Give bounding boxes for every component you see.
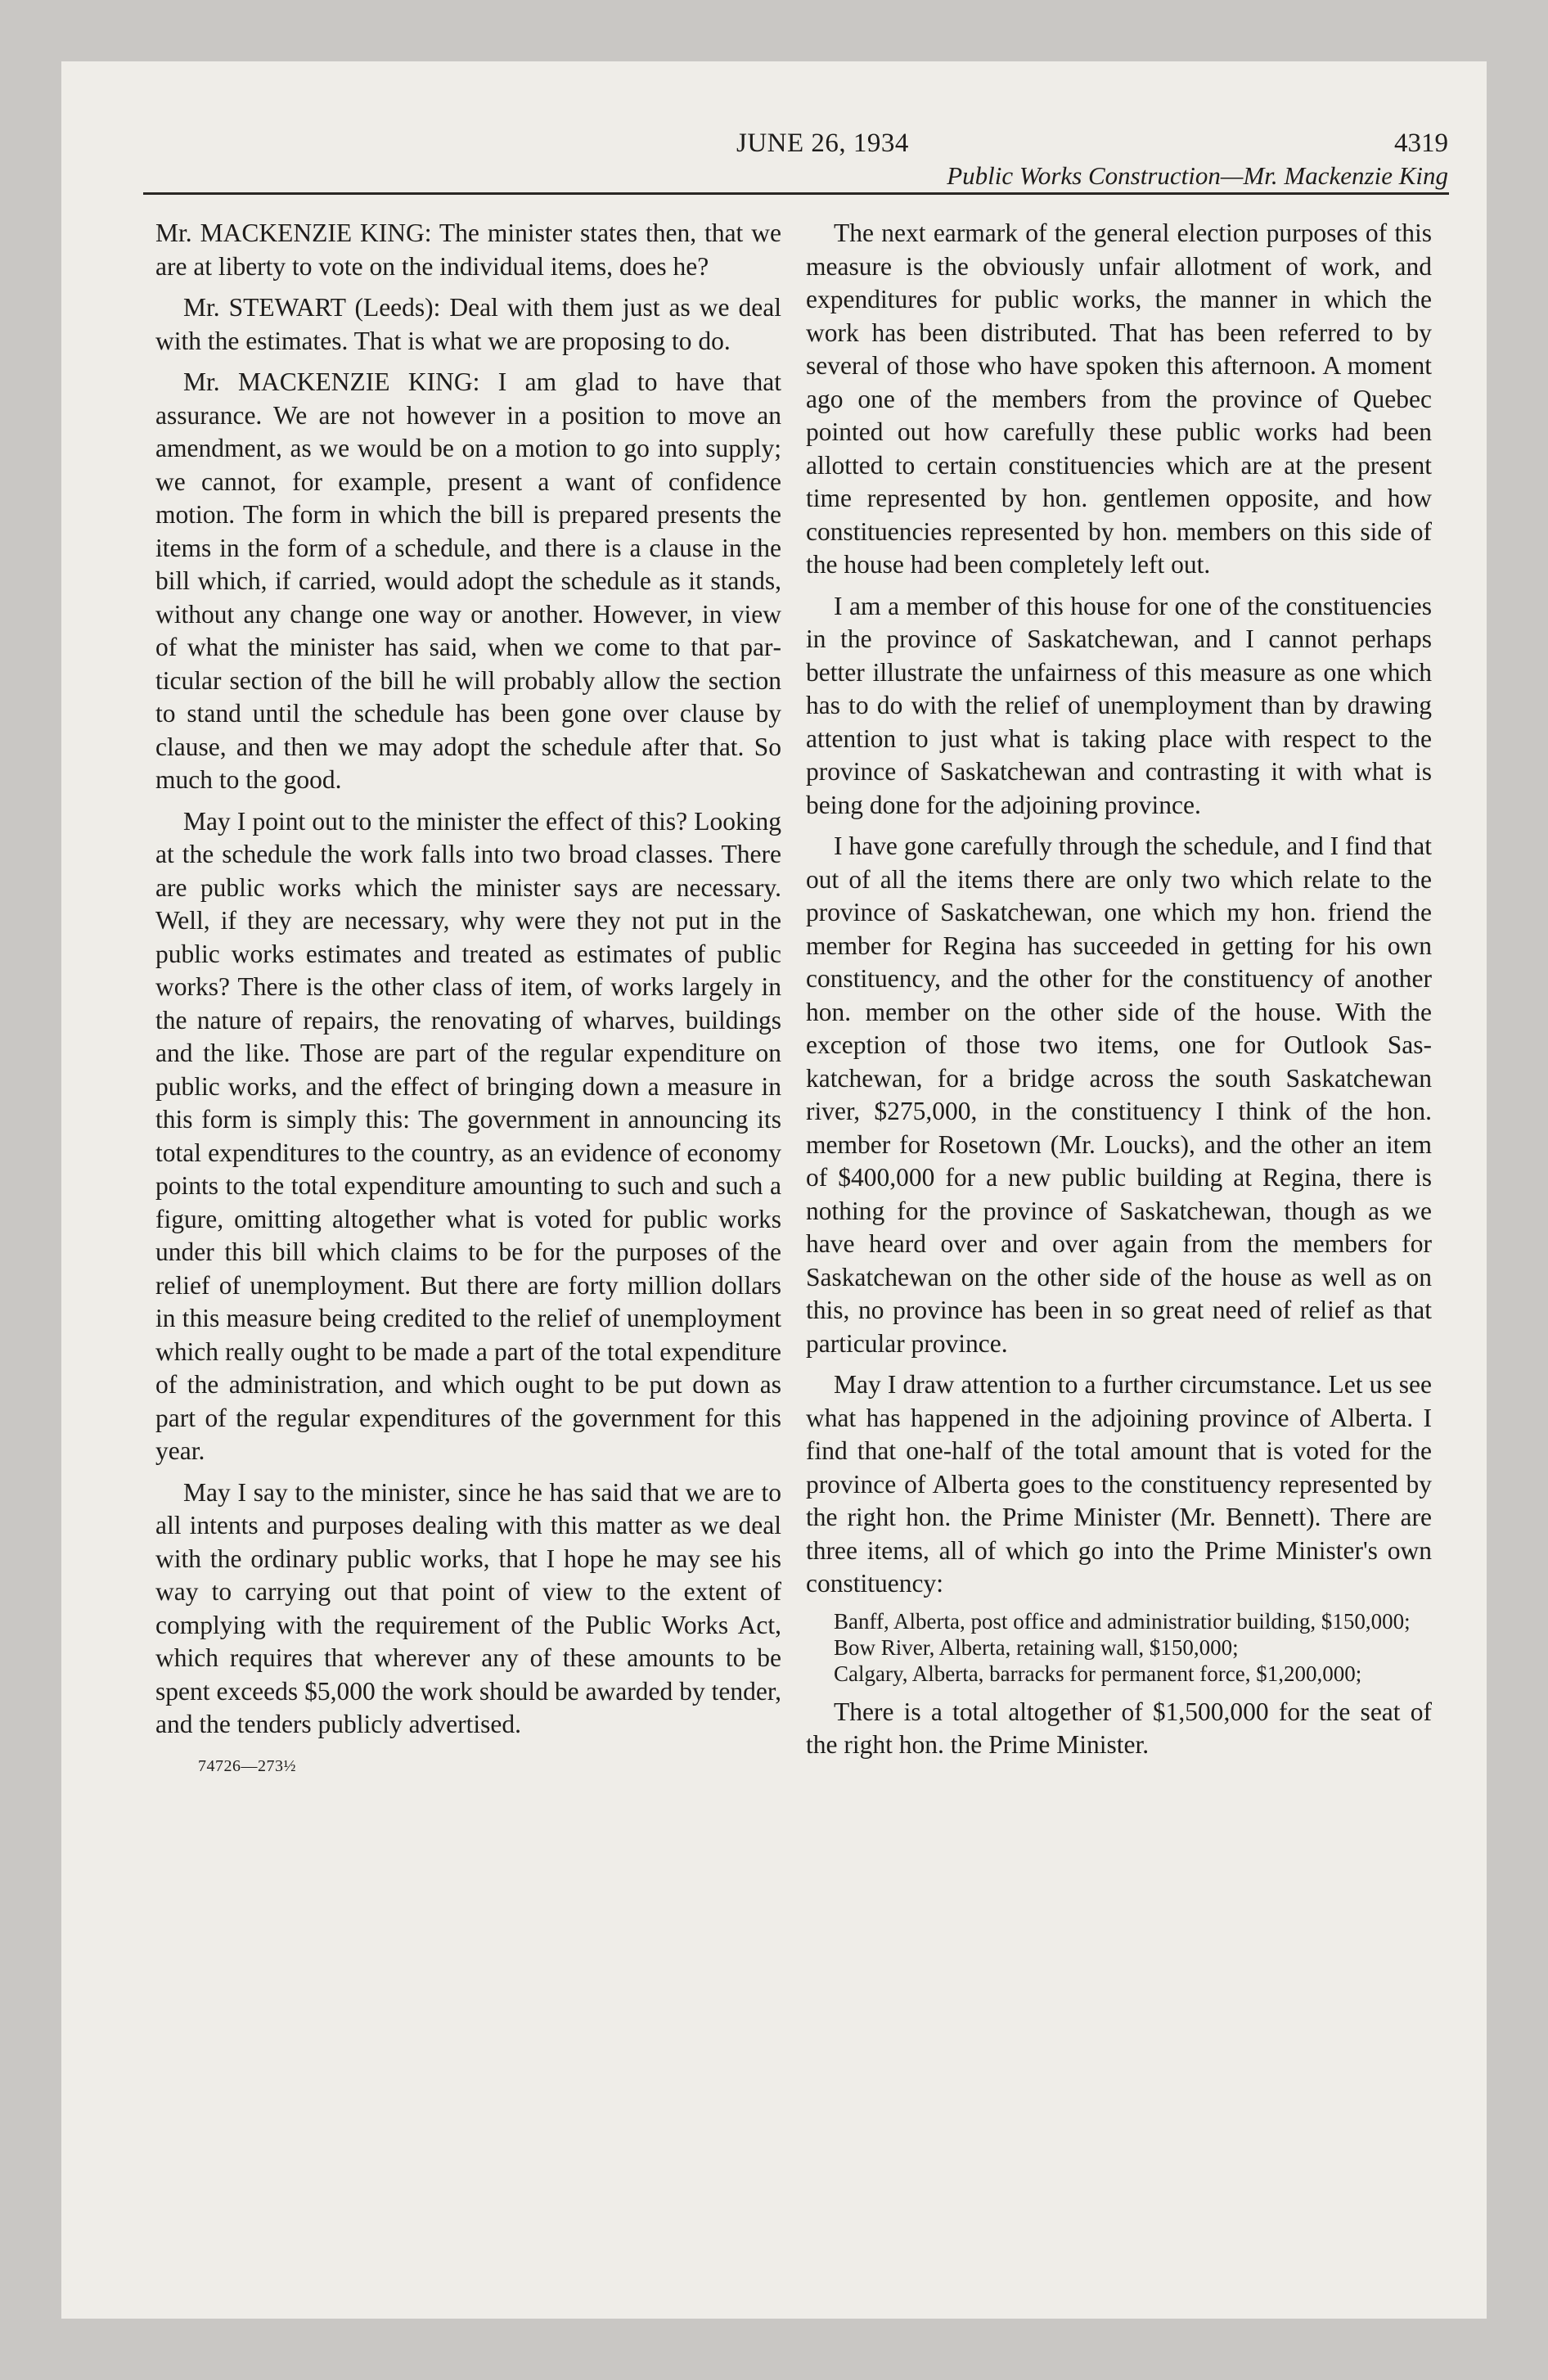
quoted-item: Bow River, Alberta, retaining wall, $150,000; — [834, 1634, 1239, 1660]
header-date: JUNE 26, 1934 — [736, 128, 909, 158]
page-number: 4319 — [1394, 128, 1448, 158]
paragraph: May I point out to the minister the effect of this? Looking at the schedule the work falls into two broad classes. There are public works which the minister says are necessary. Well, if they are necessary, why were they not put in the public works estimates and treated as estimates of public works? There is the other class of item, of works largely in the nature of repairs, the renovating of wharves, buildings and the like. Those are part of the regular expenditure on public works, and the effect of bringing down a measure in this form is simply this: The government in announcing its total expenditures to the country, as an evidence of economy points to the total expenditure amounting to such and such a figure, omitting altogether what is voted for public works under this bill which claims to be for the purposes of the relief of unemployment. But there are forty million dollars in this measure being credited to the relief of unemployment which really ought to be made a part of the total expenditure of the administration, and which ought to be put down as part of the regular expenditures of the government for this year. — [155, 806, 781, 1465]
running-title: Public Works Construction—Mr. Mackenzie King — [947, 161, 1448, 190]
page-header — [143, 110, 1465, 196]
paragraph: Mr. MACKENZIE KING: I am glad to have that assurance. We are not however in a position to move an amendment, as we would be on a motion to go into supply; we cannot, for example, present a want of confidence motion. The form in which the bill is prepared presents the items in the form of a schedule, and there is a clause in the bill which, if carried, would adopt the schedule as it stands, without any change one way or another. However, in view of what the minister has said, when we come to that particular section of the bill he will probably allow the section to stand until the schedule has been gone over clause by clause, and then we may adopt the schedule after that. So much to the good. — [155, 367, 781, 794]
paragraph: The next earmark of the general election purposes of this measure is the obviously unfair allotment of work, and expenditures for public works, the manner in which the work has been distributed. That has been referred to by several of those who have spoken this afternoon. A moment ago one of the members from the province of Quebec pointed out how carefully these public works had been allotted to certain constituencies which are at the present time represented by hon. gentlemen opposite, and how constituencies represented by hon. members on this side of the house had been completely left out. — [806, 219, 1432, 579]
quoted-item: Banff, Alberta, post office and administratior building, $150,000; — [834, 1608, 1411, 1634]
paragraph: I have gone carefully through the schedule, and I find that out of all the items there are only two which relate to the province of Saskatchewan, one which my hon. friend the member for Regina has succeeded in getting for his own constituency, and the other for the constituency of another hon. member on the other side of the house. With the exception of those two items, one for Outlook Saskatchewan, for a bridge across the south Saskatchewan river, $275,000, in the constituency I think of the hon. member for Rosetown (Mr. Loucks), and the other an item of $400,000 for a new public building at Regina, there is nothing for the province of Saskatchewan, though as we have heard over and over again from the members for Saskatchewan on the other side of the house as well as on this, no province has been in so great need of relief as that particular province. — [806, 832, 1432, 1358]
page-sheet — [61, 61, 1487, 2319]
quoted-item-list — [834, 1609, 1432, 1686]
quoted-item: Calgary, Alberta, barracks for permanent force, $1,200,000; — [834, 1661, 1362, 1686]
header-rule — [143, 192, 1449, 195]
paragraph: There is a total altogether of $1,500,000 for the seat of the right hon. the Prime Minister. — [806, 1697, 1432, 1759]
paragraph: Mr. STEWART (Leeds): Deal with them just as we deal with the estimates. That is what we are proposing to do. — [155, 293, 781, 355]
left-column — [155, 217, 781, 1783]
right-column — [806, 217, 1432, 1770]
paragraph: I am a member of this house for one of the constituencies in the province of Saskatchewan, and I cannot perhaps better illustrate the unfairness of this measure as one which has to do with the relief of unemployment than by drawing attention to just what is taking place with respect to the province of Saskatchewan and contrasting it with what is being done for the adjoining province. — [806, 591, 1432, 819]
paragraph: Mr. MACKENZIE KING: The minister states then, that we are at liberty to vote on the individual items, does he? — [155, 219, 781, 281]
paragraph: May I draw attention to a further circumstance. Let us see what has happened in the adjoining province of Alberta. I find that one-half of the total amount that is voted for the province of Alberta goes to the constituency represented by the right hon. the Prime Minister (Mr. Bennett). There are three items, all of which go into the Prime Minister's own constituency: — [806, 1370, 1432, 1598]
footnote: 74726—273½ — [198, 1756, 296, 1775]
paragraph: May I say to the minister, since he has said that we are to all intents and purposes dealing with this matter as we deal with the ordinary public works, that I hope he may see his way to carrying out that point of view to the extent of complying with the requirement of the Public Works Act, which requires that wherever any of these amounts to be spent exceeds $5,000 the work should be awarded by tender, and the tenders publicly advertised. — [155, 1477, 781, 1738]
